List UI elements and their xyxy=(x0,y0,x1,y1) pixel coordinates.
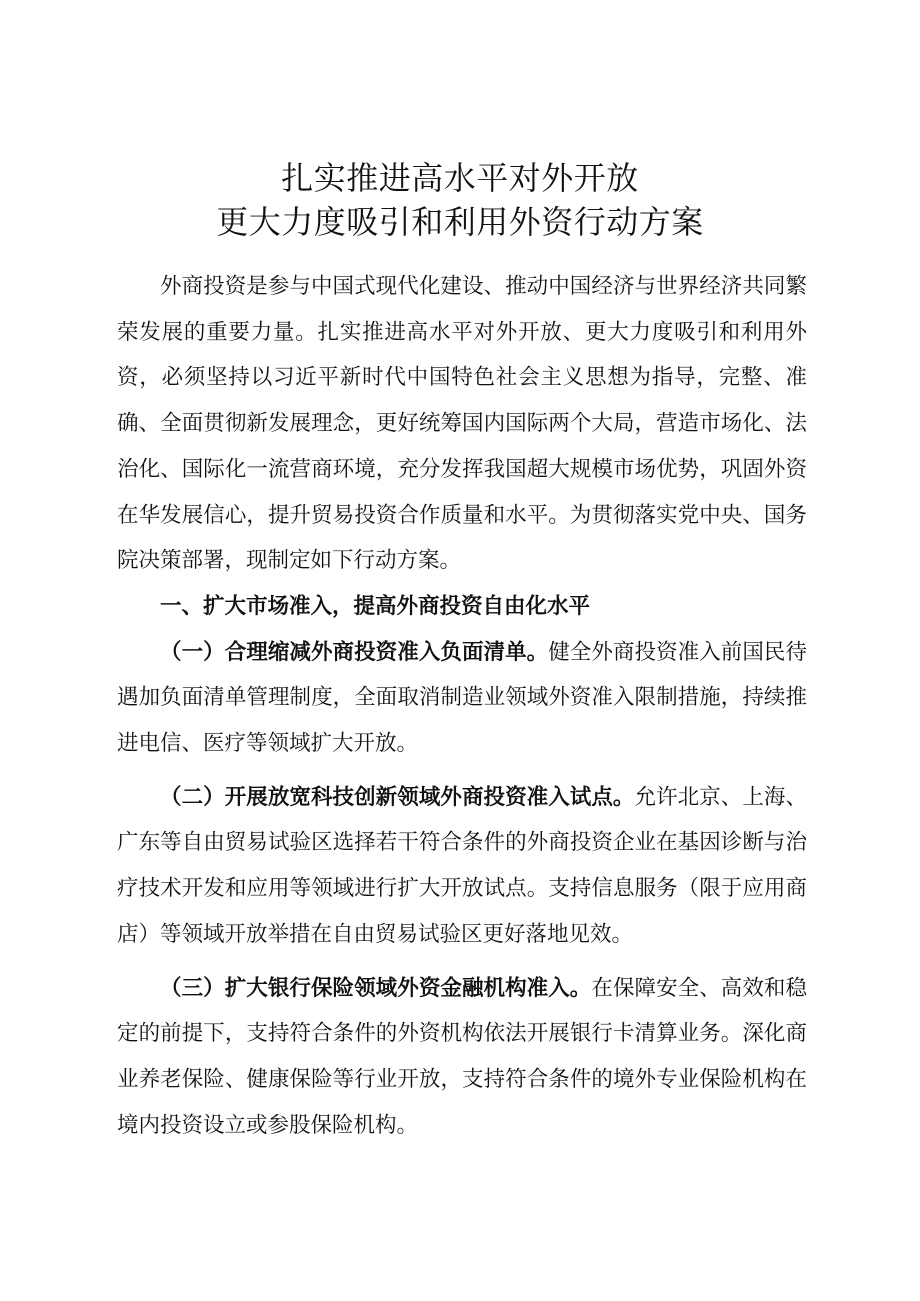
item-text-1: 健全外商投资准入前国民待遇加负面清单管理制度，全面取消制造业领域外资准入限制措施，持续推进电信、医疗等领域扩大开放。 xyxy=(117,639,807,757)
section-heading-1: 一、扩大市场准入，提高外商投资自由化水平 xyxy=(160,593,591,619)
item-lead-2: （二）开展放宽科技创新领域外商投资准入试点。 xyxy=(160,784,635,810)
item-text-2: 允许北京、上海、广东等自由贸易试验区选择若干符合条件的外商投资企业在基因诊断与治疗技术开发和应用等领域进行扩大开放试点。支持信息服务（限于应用商店）等领域开放举措在自由贸易试验区更好落地见效。 xyxy=(117,784,807,947)
document-title-line-2: 更大力度吸引和利用外资行动方案 xyxy=(216,203,704,241)
intro-paragraph: 外商投资是参与中国式现代化建设、推动中国经济与世界经济共同繁荣发展的重要力量。扎实推进高水平对外开放、更大力度吸引和利用外资，必须坚持以习近平新时代中国特色社会主义思想为指导，完整、准确、全面贯彻新发展理念，更好统筹国内国际两个大局，营造市场化、法治化、国际化一流营商环境，充分发挥我国超大规模市场优势，巩固外资在华发展信心，提升贸易投资合作质量和水平。为贯彻落实党中央、国务院决策部署，现制定如下行动方案。 xyxy=(117,274,807,574)
item-lead-3: （三）扩大银行保险领域外资金融机构准入。 xyxy=(160,975,592,1001)
document-title-line-1: 扎实推进高水平对外开放 xyxy=(281,159,639,197)
document-body xyxy=(117,264,807,1148)
item-lead-1: （一）合理缩减外商投资准入负面清单。 xyxy=(160,639,549,665)
item-paragraph-3 xyxy=(117,966,807,1149)
item-paragraph-2 xyxy=(117,775,807,958)
item-paragraph-1 xyxy=(117,630,807,767)
item-text-3: 在保障安全、高效和稳定的前提下，支持符合条件的外资机构依法开展银行卡清算业务。深化商业养老保险、健康保险等行业开放，支持符合条件的境外专业保险机构在境内投资设立或参股保险机构。 xyxy=(117,975,807,1138)
